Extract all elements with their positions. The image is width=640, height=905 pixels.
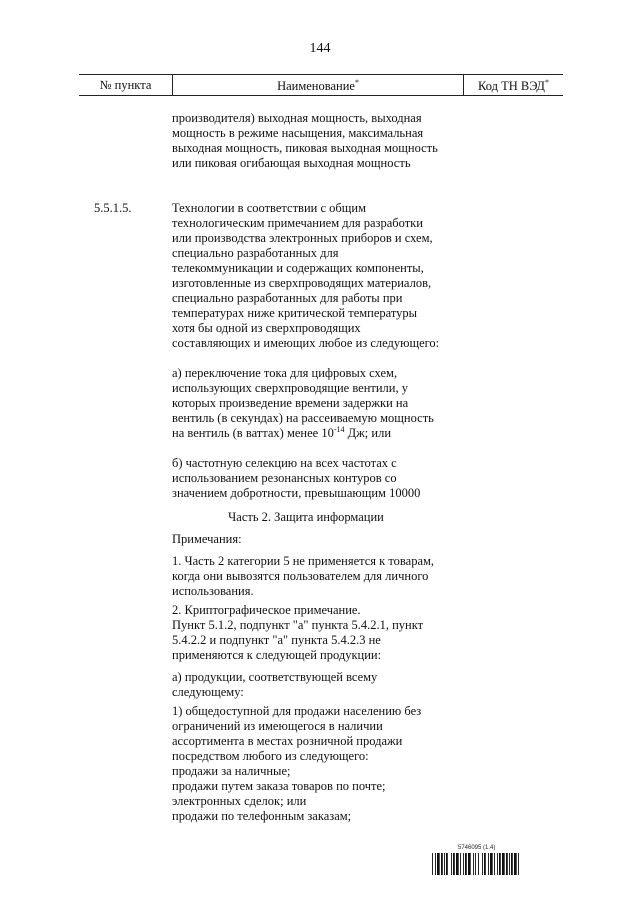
section-title: Часть 2. Защита информации: [228, 510, 384, 524]
header-col-number: № пункта: [99, 78, 152, 92]
row-text-5-5-1-5: Технологии в соответствии с общим технологическим примечанием для разработки или производства электронных приборов и схем, специально разработанных для телекоммуникации и содержащих компоненты, изготовленные из сверхпроводящих материалов, специально разработанных для работы при температурах ниже критической температуры хотя бы одной из сверхпроводящих составляющих и имеющих любое из следующего:: [172, 201, 440, 350]
note-1-line: электронных сделок; или: [172, 794, 307, 808]
note-1: 1. Часть 2 категории 5 не применяется к товарам, когда они вывозятся пользователем для личного использования.: [172, 554, 435, 598]
barcode-label: 5746095 (1.4): [458, 845, 496, 851]
note-2-body: Пункт 5.1.2, подпункт "а" пункта 5.4.2.1, пункт 5.4.2.2 и подпункт "а" пункта 5.4.2.3 не применяются к следующей продукции:: [172, 618, 424, 662]
footnote-mark: *: [544, 78, 549, 87]
header-col-name-label: Наименование: [277, 79, 355, 94]
row-number: 5.5.1.5.: [94, 201, 132, 215]
header-col-code-label: Код ТН ВЭД: [478, 79, 545, 94]
note-1-line: 1) общедоступной для продажи населению без ограничений из имеющегося в наличии ассортимента в местах розничной продажи посредством любого из следующего:: [172, 704, 422, 763]
notes-heading: Примечания:: [172, 532, 242, 546]
note-a: а) продукции, соответствующей всему следующему:: [172, 670, 378, 699]
note-1-line: продажи за наличные;: [172, 764, 291, 778]
table-header: [79, 74, 563, 96]
barcode-image: [432, 853, 552, 875]
item-a: [172, 366, 440, 441]
note-1-line: продажи по телефонным заказам;: [172, 809, 352, 823]
page-number: 144: [309, 41, 331, 56]
item-a-text: а) переключение тока для цифровых схем, использующих сверхпроводящие вентили, у которых произведение времени задержки на вентиль (в секундах) на рассеиваемую мощность на вентиль (в ваттах) менее 10: [172, 366, 434, 440]
exponent: -14: [333, 424, 345, 434]
note-1-list: [172, 704, 440, 824]
row-text-continuation: производителя) выходная мощность, выходная мощность в режиме насыщения, максимальная выходная мощность, пиковая выходная мощность или пиковая огибающая выходная мощность: [172, 111, 438, 170]
header-col-code: [464, 78, 563, 94]
note-2-title: 2. Криптографическое примечание.: [172, 603, 361, 617]
note-1-line: продажи путем заказа товаров по почте;: [172, 779, 386, 793]
item-b: б) частотную селекцию на всех частотах с использованием резонансных контуров со значением добротности, превышающим 10000: [172, 456, 421, 500]
item-a-tail: Дж; или: [344, 426, 392, 440]
header-col-name: [173, 78, 463, 94]
footnote-mark: *: [354, 78, 359, 87]
